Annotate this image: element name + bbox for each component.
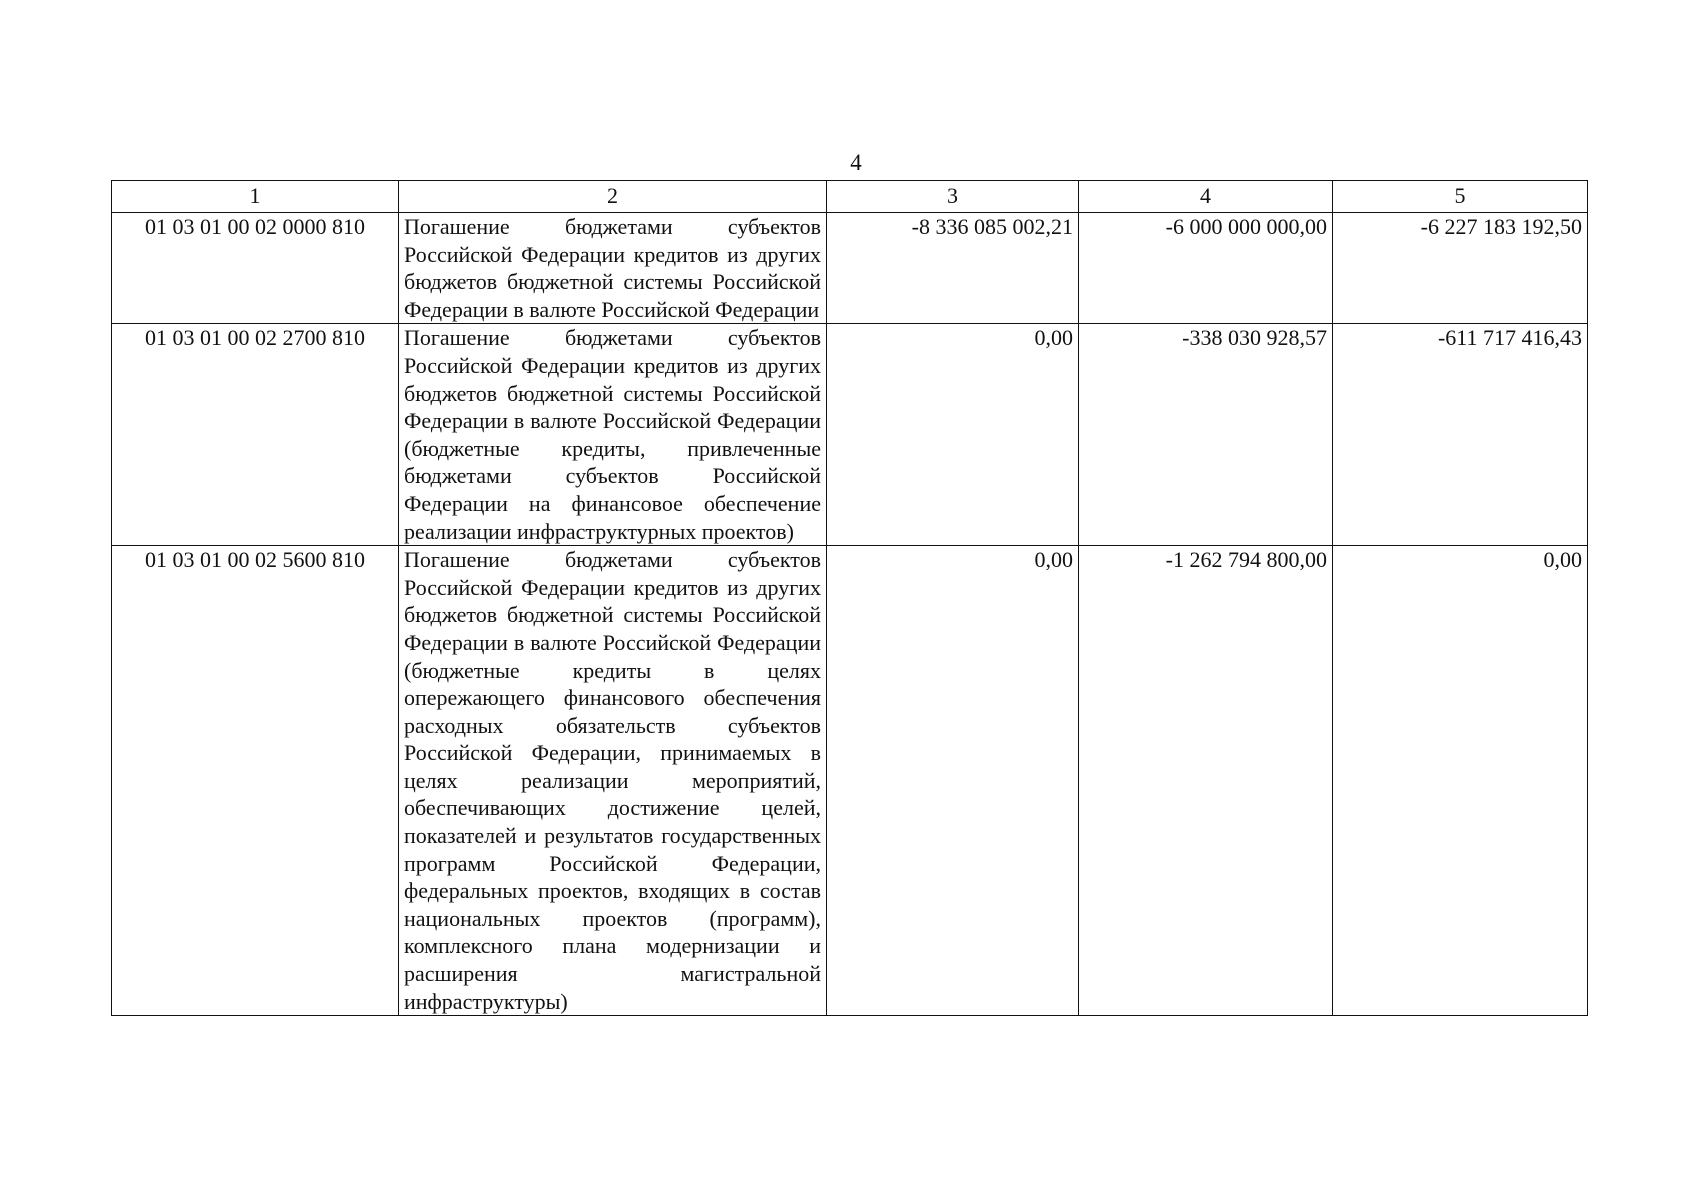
value-col4: -6 000 000 000,00	[1079, 213, 1333, 324]
value-col5: -611 717 416,43	[1333, 324, 1588, 546]
value-col3: 0,00	[827, 546, 1079, 1016]
value-col5: -6 227 183 192,50	[1333, 213, 1588, 324]
column-header-5: 5	[1333, 181, 1588, 213]
value-col4: -338 030 928,57	[1079, 324, 1333, 546]
budget-code: 01 03 01 00 02 2700 810	[112, 324, 399, 546]
page-number: 4	[850, 150, 862, 175]
column-header-4: 4	[1079, 181, 1333, 213]
column-header-3: 3	[827, 181, 1079, 213]
value-col3: -8 336 085 002,21	[827, 213, 1079, 324]
table-header-row	[112, 181, 1588, 213]
table-row	[112, 213, 1588, 324]
budget-code: 01 03 01 00 02 5600 810	[112, 546, 399, 1016]
table-row	[112, 324, 1588, 546]
budget-table	[111, 180, 1588, 1016]
budget-code: 01 03 01 00 02 0000 810	[112, 213, 399, 324]
value-col4: -1 262 794 800,00	[1079, 546, 1333, 1016]
column-header-2: 2	[399, 181, 827, 213]
column-header-1: 1	[112, 181, 399, 213]
table-row	[112, 546, 1588, 1016]
row-description: Погашение бюджетами субъектов Российской Федерации кредитов из других бюджетов бюджетной системы Российской Федерации в валюте Российской Федерации (бюджетные кредиты, привлеченные бюджетами субъектов Российской Федерации на финансовое обеспечение реализации инфраструктурных проектов)	[399, 324, 827, 546]
value-col5: 0,00	[1333, 546, 1588, 1016]
row-description: Погашение бюджетами субъектов Российской Федерации кредитов из других бюджетов бюджетной системы Российской Федерации в валюте Российской Федерации	[399, 213, 827, 324]
value-col3: 0,00	[827, 324, 1079, 546]
row-description: Погашение бюджетами субъектов Российской Федерации кредитов из других бюджетов бюджетной системы Российской Федерации в валюте Российской Федерации (бюджетные кредиты в целях опережающего финансового обеспечения расходных обязательств субъектов Российской Федерации, принимаемых в целях реализации мероприятий, обеспечивающих достижение целей, показателей и результатов государственных программ Российской Федерации, федеральных проектов, входящих в состав национальных проектов (программ), комплексного плана модернизации и расширения магистральной инфраструктуры)	[399, 546, 827, 1016]
